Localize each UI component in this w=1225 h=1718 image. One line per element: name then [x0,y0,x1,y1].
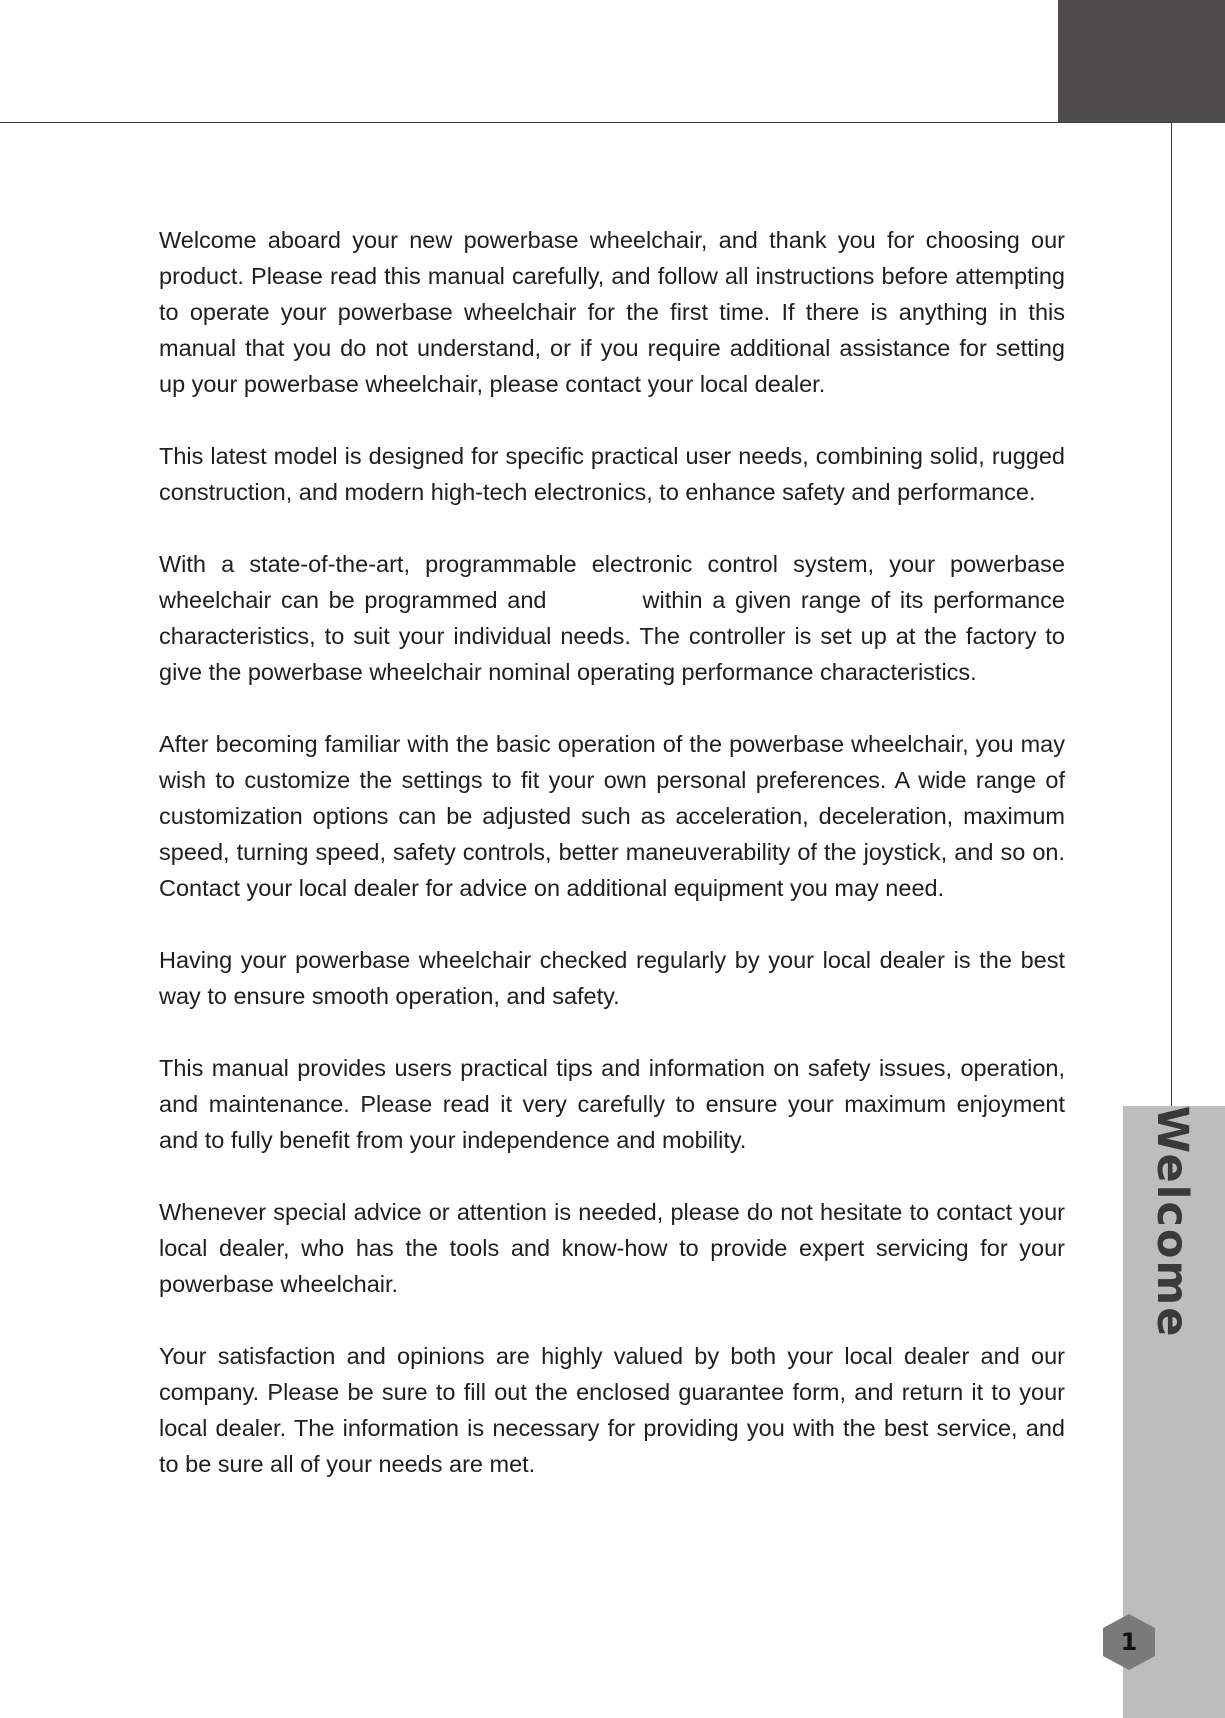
header-rule [0,122,1172,123]
margin-rule [1171,123,1172,1106]
paragraph-customization: After becoming familiar with the basic operation of the powerbase wheelchair, you may wish to customize the settings to fit your own personal preferences. A wide range of customization options can be adjusted such as acceleration, deceleration, maximum speed, turning speed, safety controls, better maneuverability of the joystick, and so on. Contact your local dealer for advice on additional equipment you may need. [159,731,1065,901]
welcome-body [159,222,1065,1518]
paragraph-dealer-support: Whenever special advice or attention is needed, please do not hesitate to contact your local dealer, who has the tools and know-how to provide expert servicing for your powerbase wheelchair. [159,1199,1065,1297]
paragraph-control-system-part-1: With a state-of-the-art, programmable electronic control system, your powerbase wheelchair can be programmed and [159,551,1065,613]
paragraph-maintenance-checks: Having your powerbase wheelchair checked regularly by your local dealer is the best way to ensure smooth operation, and safety. [159,947,1065,1009]
header-corner-block [1058,0,1225,123]
paragraph-control-system [159,546,1065,690]
page-number: 1 [1120,1628,1138,1656]
paragraph-model: This latest model is designed for specific practical user needs, combining solid, rugged construction, and modern high-tech electronics, to enhance safety and performance. [159,443,1065,505]
paragraph-control-system-part-2: within a given range of its performance characteristics, to suit your individual needs. The controller is set up at the factory to give the powerbase wheelchair nominal operating performance characteristics. [159,587,1065,685]
paragraph-welcome: Welcome aboard your new powerbase wheelchair, and thank you for choosing our product. Please read this manual carefully, and follow all instructions before attempting to operate your powerbase wheelchair for the first time. If there is anything in this manual that you do not understand, or if you require additional assistance for setting up your powerbase wheelchair, please contact your local dealer. [159,227,1065,397]
section-tab-label: Welcome [1147,1105,1197,1339]
paragraph-guarantee: Your satisfaction and opinions are highly valued by both your local dealer and our company. Please be sure to fill out the enclosed guarantee form, and return it to your local dealer. The information is necessary for providing you with the best service, and to be sure all of your needs are met. [159,1343,1065,1477]
paragraph-manual-purpose: This manual provides users practical tips and information on safety issues, operation, and maintenance. Please read it very carefully to ensure your maximum enjoyment and to fully benefit from your independence and mobility. [159,1055,1065,1153]
